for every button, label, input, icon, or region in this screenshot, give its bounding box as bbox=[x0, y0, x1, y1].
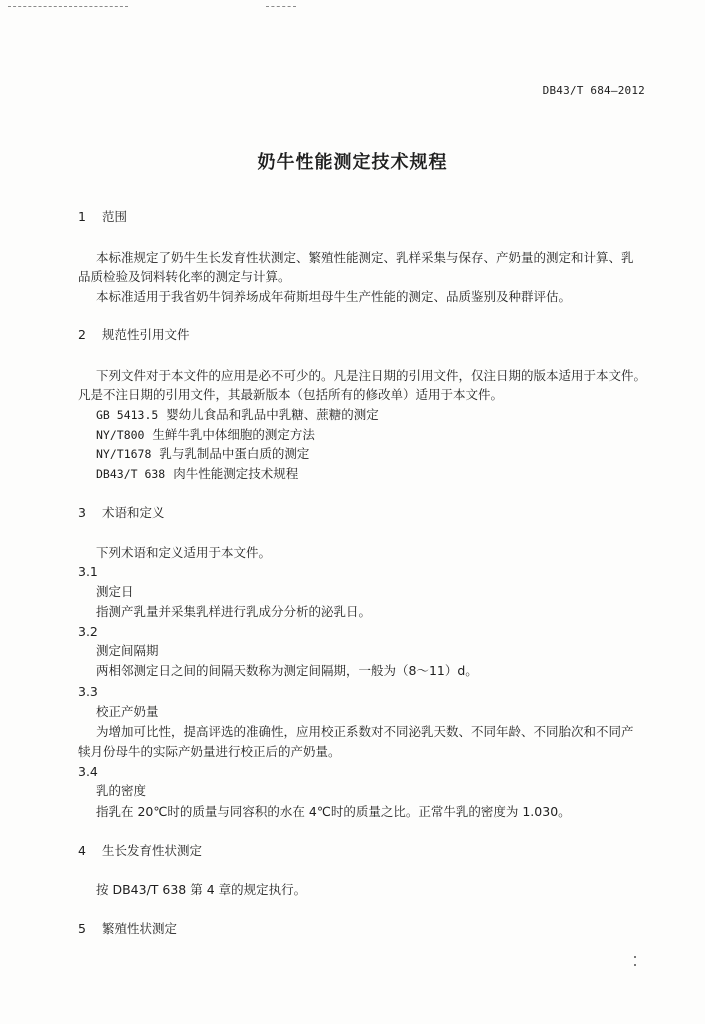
term-number: 3.2 bbox=[78, 624, 98, 639]
section-number: 4 bbox=[78, 843, 86, 858]
scan-artifact-line bbox=[266, 6, 296, 7]
term-number: 3.1 bbox=[78, 564, 98, 579]
paragraph-line: 本标准规定了奶牛生长发育性状测定、繁殖性能测定、乳样采集与保存、产奶量的测定和计算、乳 bbox=[96, 250, 634, 265]
section-heading-2 bbox=[78, 327, 190, 343]
reference-title: 婴幼儿食品和乳品中乳糖、蔗糖的测定 bbox=[166, 407, 379, 422]
section-number: 3 bbox=[78, 505, 86, 520]
term-definition: 指测产乳量并采集乳样进行乳成分分析的泌乳日。 bbox=[96, 604, 372, 619]
term-name: 测定间隔期 bbox=[96, 643, 159, 658]
term-definition: 犊月份母牛的实际产奶量进行校正后的产奶量。 bbox=[78, 744, 341, 759]
term-number: 3.3 bbox=[78, 684, 98, 699]
reference-title: 肉牛性能测定技术规程 bbox=[173, 466, 299, 481]
reference-item bbox=[96, 446, 309, 462]
section-number: 5 bbox=[78, 921, 86, 936]
term-definition: 两相邻测定日之间的间隔天数称为测定间隔期，一般为（8～11）d。 bbox=[96, 663, 478, 678]
scan-speck bbox=[634, 964, 636, 966]
section-title: 术语和定义 bbox=[102, 505, 165, 520]
reference-code: NY/T1678 bbox=[96, 447, 152, 461]
reference-code: NY/T800 bbox=[96, 428, 145, 442]
reference-item bbox=[96, 407, 379, 423]
reference-code: DB43/T 638 bbox=[96, 467, 166, 481]
reference-title: 乳与乳制品中蛋白质的测定 bbox=[159, 446, 310, 461]
scan-speck bbox=[634, 956, 636, 958]
section-title: 繁殖性状测定 bbox=[102, 921, 178, 936]
term-name: 校正产奶量 bbox=[96, 704, 159, 719]
reference-item bbox=[96, 466, 298, 482]
section-heading-5 bbox=[78, 921, 177, 937]
section-title: 规范性引用文件 bbox=[102, 327, 190, 342]
term-definition: 为增加可比性，提高评选的准确性，应用校正系数对不同泌乳天数、不同年龄、不同胎次和不同产 bbox=[96, 724, 634, 739]
scan-artifact-line bbox=[8, 6, 128, 7]
term-definition: 指乳在 20℃时的质量与同容积的水在 4℃时的质量之比。正常牛乳的密度为 1.030。 bbox=[96, 804, 571, 819]
term-name: 测定日 bbox=[96, 584, 134, 599]
paragraph-line: 按 DB43/T 638 第 4 章的规定执行。 bbox=[96, 882, 307, 897]
term-number: 3.4 bbox=[78, 764, 98, 779]
section-number: 1 bbox=[78, 209, 86, 224]
paragraph-line: 下列术语和定义适用于本文件。 bbox=[96, 545, 272, 560]
section-heading-1 bbox=[78, 209, 127, 225]
paragraph-line: 凡是不注日期的引用文件，其最新版本（包括所有的修改单）适用于本文件。 bbox=[78, 387, 504, 402]
paragraph-line: 品质检验及饲料转化率的测定与计算。 bbox=[78, 269, 291, 284]
term-name: 乳的密度 bbox=[96, 783, 147, 798]
section-heading-3 bbox=[78, 505, 165, 521]
document-title: 奶牛性能测定技术规程 bbox=[257, 152, 448, 173]
reference-item bbox=[96, 427, 315, 443]
document-code: DB43/T 684—2012 bbox=[542, 84, 645, 97]
paragraph-line: 下列文件对于本文件的应用是必不可少的。凡是注日期的引用文件，仅注日期的版本适用于本文件。 bbox=[96, 368, 647, 383]
reference-code: GB 5413.5 bbox=[96, 408, 159, 422]
reference-title: 生鲜牛乳中体细胞的测定方法 bbox=[152, 427, 315, 442]
section-title: 范围 bbox=[102, 209, 128, 224]
section-heading-4 bbox=[78, 843, 202, 859]
section-number: 2 bbox=[78, 327, 86, 342]
section-title: 生长发育性状测定 bbox=[102, 843, 203, 858]
paragraph-line: 本标准适用于我省奶牛饲养场成年荷斯坦母牛生产性能的测定、品质鉴别及种群评估。 bbox=[96, 289, 572, 304]
